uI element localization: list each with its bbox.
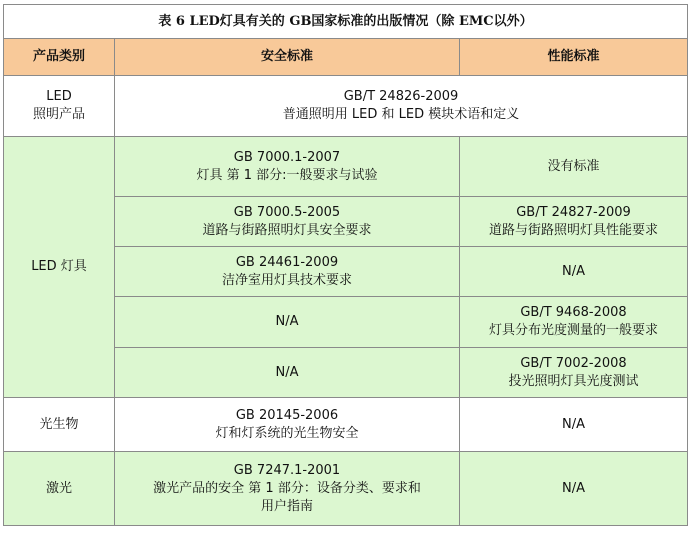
standard-code: GB 7000.1-2007 — [233, 149, 341, 165]
standard-title: 道路与街路照明灯具安全要求 — [202, 222, 372, 238]
header-row — [4, 39, 688, 76]
standard-code: GB/T 24827-2009 — [516, 204, 631, 220]
led-product-standard — [115, 76, 688, 137]
performance-cell — [460, 297, 688, 348]
header-safety: 安全标准 — [115, 39, 460, 76]
standards-table — [3, 4, 688, 526]
category-laser: 激光 — [4, 452, 115, 526]
standard-code: GB 24461-2009 — [235, 254, 339, 270]
safety-cell: N/A — [115, 297, 460, 348]
caption-row — [4, 5, 688, 39]
header-performance: 性能标准 — [460, 39, 688, 76]
standard-code: GB/T 24826-2009 — [343, 89, 459, 104]
standard-code: GB/T 7002-2008 — [520, 355, 627, 371]
category-led-luminaire: LED 灯具 — [4, 137, 115, 398]
safety-cell — [115, 247, 460, 297]
standard-title: 洁净室用灯具技术要求 — [221, 272, 352, 288]
standard-code: GB 7000.5-2005 — [233, 204, 341, 220]
standard-title: 普通照明用 LED 和 LED 模块术语和定义 — [282, 107, 520, 122]
standard-title: 道路与街路照明灯具性能要求 — [489, 222, 659, 238]
performance-cell — [460, 348, 688, 398]
category-line: 照明产品 — [32, 107, 85, 122]
standard-code: 没有标准 — [547, 158, 600, 174]
performance-cell — [460, 137, 688, 197]
performance-cell — [460, 197, 688, 247]
performance-cell: N/A — [460, 452, 688, 526]
standard-title: 灯具分布光度测量的一般要求 — [489, 323, 659, 338]
standard-code: GB 20145-2006 — [235, 407, 339, 423]
table-row-photobio — [4, 398, 688, 452]
category-photobio: 光生物 — [4, 398, 115, 452]
standard-code: GB 7247.1-2001 — [233, 462, 341, 478]
table-row-luminaire-1 — [4, 137, 688, 197]
standard-title: 激光产品的安全 第 1 部分：设备分类、要求和 — [153, 480, 421, 496]
header-category: 产品类别 — [4, 39, 115, 76]
safety-cell — [115, 137, 460, 197]
safety-cell — [115, 197, 460, 247]
standard-title: 投光照明灯具光度测试 — [508, 373, 639, 389]
standards-table-container — [3, 4, 687, 526]
table-row-led-product — [4, 76, 688, 137]
safety-cell — [115, 452, 460, 526]
standard-title: 灯和灯系统的光生物安全 — [215, 425, 359, 441]
category-led-product — [4, 76, 115, 137]
performance-cell: N/A — [460, 398, 688, 452]
table-caption: 表 6 LED灯具有关的 GB国家标准的出版情况（除 EMC以外） — [4, 5, 688, 39]
standard-code: GB/T 9468-2008 — [520, 305, 627, 320]
table-row-laser — [4, 452, 688, 526]
performance-cell: N/A — [460, 247, 688, 297]
standard-title: 用户指南 — [260, 498, 313, 514]
standard-title: 灯具 第 1 部分:一般要求与试验 — [196, 167, 378, 183]
safety-cell: N/A — [115, 348, 460, 398]
category-line: LED — [46, 89, 72, 104]
safety-cell — [115, 398, 460, 452]
